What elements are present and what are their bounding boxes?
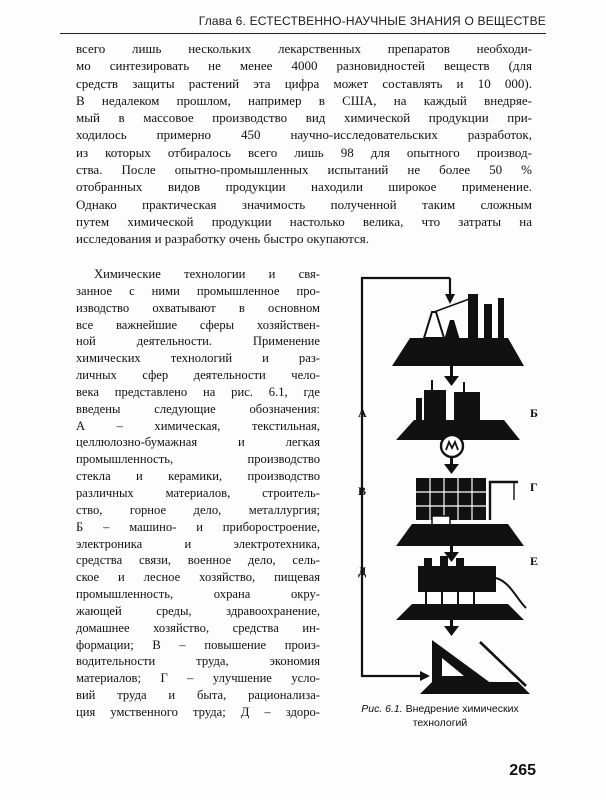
header-rule (60, 33, 546, 34)
text-line: ция умственного труда; Д – здоро- (76, 704, 320, 719)
text-line: В недалеком прошлом, например в США, на каждый внедряе- (76, 92, 532, 108)
flask-right (444, 320, 460, 340)
text-line: мый в массовое производство вид химической продукции при- (76, 110, 532, 126)
text-line: ства. После опытно-промышленных испытаний не более 50 % (76, 162, 532, 178)
text-line: средства связи, военное дело, сель- (76, 553, 320, 568)
column-tall (468, 294, 478, 344)
plant-tower-3 (456, 558, 464, 568)
connecting-tube (434, 298, 472, 312)
text-line: исследования и разработку очень быстро окупаются. (76, 231, 370, 247)
figure-letter-g: Г (530, 480, 538, 494)
text-line: введены следующие обозначения: (76, 401, 320, 416)
text-line: отобранных видов продукции находили широкое применение. (76, 179, 532, 195)
ground-plate-1 (392, 338, 524, 366)
loop-connector-arrowhead (420, 671, 430, 681)
text-line: жающей среды, здравоохранение, (76, 603, 320, 618)
drop-arrow-1-head (444, 376, 459, 386)
text-line: различных материалов, строитель- (76, 485, 320, 500)
text-line-content: Химические технологии и свя- (94, 267, 320, 281)
text-line: стекла и керамики, производство (76, 469, 320, 484)
plant-tower-1 (424, 558, 432, 568)
panel-plant (396, 556, 526, 636)
text-line: века представлено на рис. 6.1, где (76, 384, 320, 399)
top-inlet-arrowhead (445, 294, 455, 304)
figure-letter-e: Е (530, 554, 539, 568)
tank-left (424, 390, 446, 424)
text-line: целлюлозно-бумажная и легкая (76, 435, 320, 450)
ground-plate-4 (396, 604, 524, 620)
top-paragraph (76, 40, 532, 248)
text-line: химических технологий и раз- (76, 351, 320, 366)
figure-letter-b: Б (530, 406, 538, 420)
text-line: все важнейшие сферы хозяйствен- (76, 317, 320, 332)
figure-letter-d: Д (358, 564, 367, 578)
text-line: домашнее хозяйство, средства ин- (76, 620, 320, 635)
plant-tower-2 (440, 556, 448, 568)
text-line: Б – машино- и приборостроение, (76, 519, 320, 534)
text-line: материалов; Г – улучшение усло- (76, 671, 320, 686)
figure-caption (330, 702, 550, 730)
figure-letter-a: А (358, 406, 367, 420)
panel-production (396, 380, 520, 474)
text-line: изводство охватывают в основном (76, 300, 320, 315)
ground-plate-5 (420, 682, 530, 694)
text-line: путем химической продукции настолько велика, что затраты на (76, 213, 532, 229)
text-line (76, 266, 320, 283)
panel-factory (396, 478, 524, 562)
figure-illustration (340, 268, 548, 700)
page-number: 265 (509, 762, 536, 779)
factory-block (416, 478, 486, 520)
text-line: занное с ними промышленное про- (76, 283, 320, 298)
text-line: Однако практическая значимость полученной таким сложным (76, 196, 532, 212)
column-mid (498, 298, 504, 344)
ground-plate-3 (396, 524, 524, 546)
figure-letter-v: В (358, 484, 367, 498)
text-line: средств защиты растений эта цифра может составлять и 10 000). (76, 75, 532, 91)
text-line: ной деятельности. Применение (76, 334, 320, 349)
text-line: водительности труда, экономия (76, 654, 320, 669)
panel-chemical-apparatus (392, 294, 524, 386)
text-line: электроника и электротехника, (76, 536, 320, 551)
tank-right (454, 392, 480, 424)
plant-body (418, 566, 496, 592)
text-line: промышленность, производство (76, 452, 320, 467)
caption-text-line-1: Внедрение химических (405, 703, 519, 715)
text-line: личных сфер деятельности чело- (76, 368, 320, 383)
plant-outflow (496, 578, 526, 608)
drop-arrow-4-head (444, 626, 459, 636)
caption-text-line-2: технологий (412, 717, 468, 729)
text-line: всего лишь нескольких лекарственных препаратов необходи- (76, 41, 532, 56)
text-line: из которых отбиралось всего лишь 98 для опытного производ- (76, 144, 532, 160)
flask-left (424, 312, 444, 338)
drafting-ruler (480, 642, 526, 686)
left-column-paragraph (76, 266, 320, 721)
text-line: формации; В – повышение произ- (76, 637, 320, 652)
drop-arrow-2-head (444, 464, 459, 474)
panel-drafting (420, 640, 530, 694)
running-header: Глава 6. ЕСТЕСТВЕННО-НАУЧНЫЕ ЗНАНИЯ О ВЕЩЕСТВЕ (198, 14, 546, 28)
text-line: вий труда и быта, рационализа- (76, 688, 320, 703)
text-line: ство, горное дело, металлургия; (76, 502, 320, 517)
text-line: ское и лесное хозяйство, пищевая (76, 570, 320, 585)
text-line: промышленность, охрана окру- (76, 587, 320, 602)
figure-6-1 (340, 268, 548, 700)
text-line: ходилось примерно 450 научно-исследовательских разработок, (76, 127, 532, 143)
caption-label: Рис. 6.1. (361, 703, 403, 715)
text-line: А – химическая, текстильная, (76, 418, 320, 433)
text-line: мо синтезировать не менее 4000 разновидностей веществ (для (76, 58, 532, 74)
